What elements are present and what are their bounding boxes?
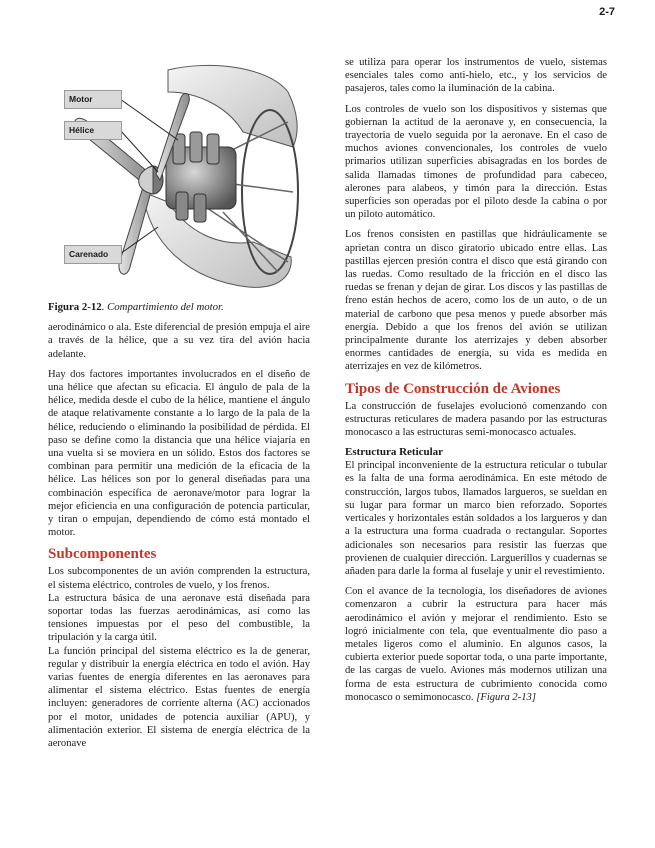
left-paragraph-2: Hay dos factores importantes involucrados en el diseño de una hélice que afectan su eficacia. El ángulo de pala de la hélice, medida desde el cubo de la hélice, mantiene el ángulo de ataque relativamente constante a lo largo de la pala de la hélice, reduciendo o eliminando la posibilidad de pérdida. El paso se define como la distancia que una hélice viajaría en una vuelta si se moviera en un sólido. Estos dos factores se combinan para permitir una medición de la eficacia de la hélice. Las hélices son por lo general diseñadas para una combinación específica de aeronave/motor para lograr la mejor eficiencia en una configuración de potencia particular, y tiran o empujan, dependiendo de cómo está montado el motor.	[48, 368, 310, 539]
figure-reference: [Figura 2-13]	[476, 691, 536, 703]
figure-number: Figura 2-12	[48, 301, 102, 313]
engine-compartment-figure	[48, 52, 310, 295]
left-column	[48, 52, 310, 750]
page-number: 2-7	[599, 6, 615, 18]
left-paragraph-5: La función principal del sistema eléctrico es la de generar, regular y distribuir la energía eléctrica en todo el avión. Hay varias fuentes de energía diferentes en las aeronaves para alimentar el sistema eléctrico. Estas fuentes de energía incluyen: generadores de corriente alterna (AC) accionados por el motor, unidades de potencia auxiliar (APU), y alimentación exterior. El sistema de energía eléctrica de la aeronave	[48, 645, 310, 750]
right-paragraph-3: Los frenos consisten en pastillas que hidráulicamente se aprietan contra un disco giratorio ubicado entre ellas. Las pastillas ejercen presión contra el disco que está girando con las ruedas. Como resultado de la fricción en el disco las ruedas se frenan y dejan de girar. Los discos y las pastillas de freno están hechos de acero, como los de un auto, o de un material de carbono que pesa menos y puede absorber más energía. Debido a que los frenos del avión se utilizan principalmente durante los aterrizajes y deben absorber enormes cantidades de energía, su vida es medida en aterrizajes en vez de kilómetros.	[345, 229, 607, 373]
motor-label: Motor	[64, 90, 122, 109]
carenado-label: Carenado	[64, 245, 122, 264]
right-paragraph-6-text: Con el avance de la tecnología, los diseñadores de aviones comenzaron a cubrir la estructura para hacer más aerodinámico el avión y mejorar el rendimiento. Esto se logró inicialmente con tela, que eventualmente dio paso a metales ligeros como el aluminio. En algunos casos, la cubierta exterior puede soportar toda, o una parte importante, de las cargas de vuelo. Aviones más modernos utilizan una forma de esta estructura de cubrimiento conocida como monocasco o semimonocasco.	[345, 586, 607, 703]
heading-subcomponentes: Subcomponentes	[48, 546, 157, 563]
right-column	[345, 56, 607, 711]
right-paragraph-2: Los controles de vuelo son los dispositivos y sistemas que gobiernan la actitud de la aeronave y, en consecuencia, la trayectoria de vuelo seguida por la aeronave. En el caso de muchos aviones convencionales, los controles de vuelo primarios utilizan superficies abisagradas en los bordes de salida llamadas timones de profundidad para cabeceo, alerones para alabeos, y timón para la dirección. Estas superficies son operadas por el piloto desde la cabina o por un piloto automático.	[345, 103, 607, 221]
left-paragraph-1: aerodinámico o ala. Este diferencial de presión empuja el aire a través de la hélice, que a su vez tira del avión hacia adelante.	[48, 322, 310, 360]
subheading-estructura-reticular: Estructura Reticular	[345, 446, 444, 459]
helice-label: Hélice	[64, 121, 122, 140]
left-paragraph-4: La estructura básica de una aeronave está diseñada para soportar todas las fuerzas aerodinámicas, así como las tensiones impuestas por el peso del combustible, la tripulación y la carga útil.	[48, 592, 310, 644]
right-paragraph-4: La construcción de fuselajes evolucionó comenzando con estructuras reticulares de madera pasando por las estructuras monocasco a las estructuras semi-monocasco actuales.	[345, 400, 607, 439]
heading-tipos-construccion: Tipos de Construcción de Aviones	[345, 380, 561, 397]
figure-caption	[48, 301, 310, 314]
right-paragraph-5: El principal inconveniente de la estructura reticular o tubular es la falta de una forma aerodinámica. En este método de construcción, largos tubos, llamados largueros, se sueldan en su lugar para formar un marco bien reforzado. Soportes verticales y horizontales están soldados a los largueros y dan a la estructura una forma cuadrada o rectangular. Soportes adicionales son necesarios para resistir las fuerzas que provienen de cualquier dirección. Largueríllos y cuadernas se añaden para darle la forma al fuselaje y unir el revestimiento.	[345, 460, 607, 577]
figure-caption-text: . Compartimiento del motor.	[101, 301, 224, 313]
right-paragraph-1: se utiliza para operar los instrumentos de vuelo, sistemas esenciales tales como anti-hielo, etc., y los servicios de pasajeros, tales como la iluminación de la cabina.	[345, 57, 607, 95]
right-paragraph-6	[345, 585, 607, 704]
left-paragraph-3: Los subcomponentes de un avión comprenden la estructura, el sistema eléctrico, controles de vuelo, y los frenos.	[48, 566, 310, 591]
